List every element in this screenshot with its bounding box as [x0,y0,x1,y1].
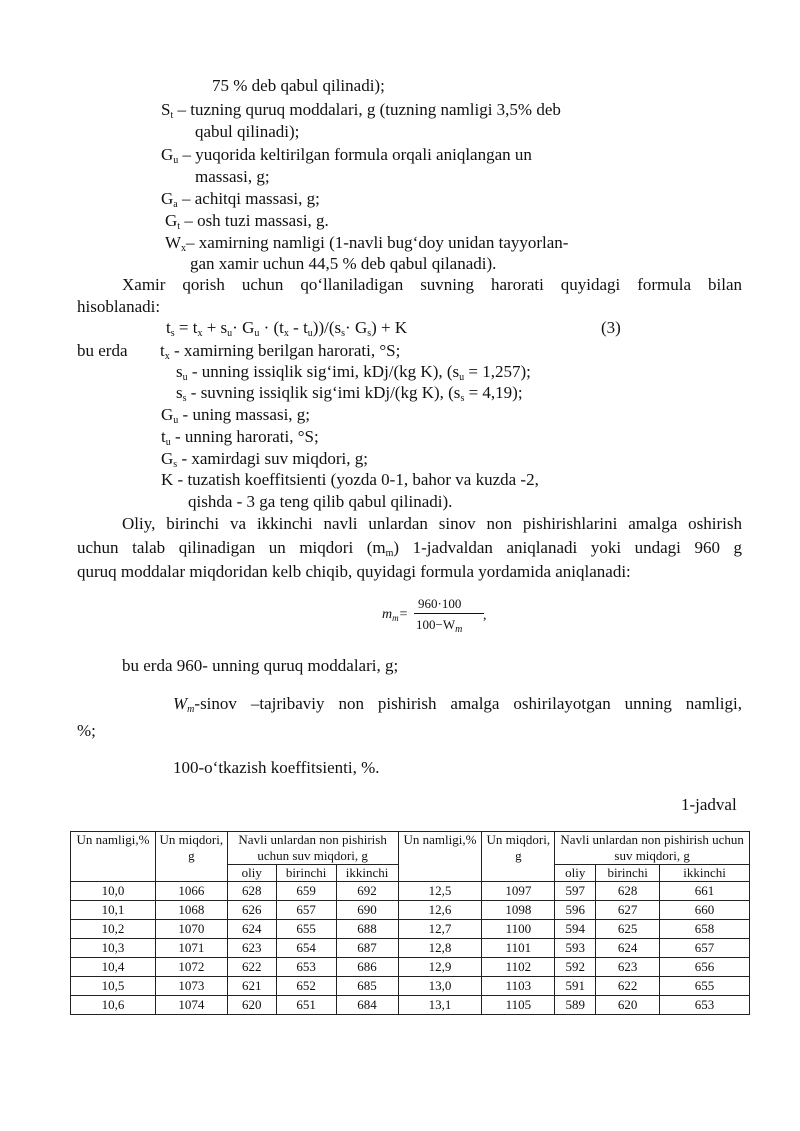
header-ikkinchi: ikkinchi [660,865,750,882]
table-cell: 652 [276,977,336,996]
table-cell: 623 [596,958,660,977]
header-oliy: oliy [555,865,596,882]
header-navli-right: Navli unlardan non pishirish uchun suv miqdori, g [555,832,750,865]
flour-amount-formula [382,596,502,640]
table-cell: 686 [336,958,398,977]
table-cell: 1071 [155,939,227,958]
definition-st: $S_t$ – tuzning quruq moddalari, g (tuzning namligi 3,5% deb [161,100,561,121]
table-cell: 657 [660,939,750,958]
table-cell: 10,6 [71,996,156,1015]
paragraph-line: Xamir qorish uchun qo‘llaniladigan suvning harorati quyidagi formula bilan [122,275,742,294]
table-cell: 685 [336,977,398,996]
header-ikkinchi: ikkinchi [336,865,398,882]
table-cell: 589 [555,996,596,1015]
table-cell: 13,0 [398,977,482,996]
fraction-bar [414,613,484,614]
formula-numerator: 960·100 [418,596,462,611]
table-cell: 621 [227,977,276,996]
table-cell: 688 [336,920,398,939]
table-cell: 653 [660,996,750,1015]
table-cell: 1072 [155,958,227,977]
table-cell: 12,5 [398,882,482,901]
paragraph-line: hisoblanadi: [77,297,161,316]
table-row [71,882,750,901]
table-cell: 1102 [482,958,555,977]
header-un-miqdori-right: Un miqdori, g [482,832,555,882]
definition-ga: $G_a$ – achitqi massasi, g; [161,189,320,210]
formula-number: (3) [601,318,621,337]
table-cell: 12,6 [398,901,482,920]
table-cell: 625 [596,920,660,939]
table-row [71,958,750,977]
table-cell: 12,9 [398,958,482,977]
table-cell: 654 [276,939,336,958]
table-cell: 687 [336,939,398,958]
paragraph-line: $W_m$-sinov –tajribaviy non pishirish amalga oshirilayotgan unning namligi, [173,694,742,715]
table-cell: 1066 [155,882,227,901]
table-cell: 1098 [482,901,555,920]
paragraph-line: quruq moddalar miqdoridan kelb chiqib, quyidagi formula yordamida aniqlanadi: [77,562,631,581]
table-cell: 655 [276,920,336,939]
table-cell: 597 [555,882,596,901]
table-row [71,939,750,958]
definition-gu2: $G_u$ - uning massasi, g; [161,405,311,426]
table-row [71,920,750,939]
table-row [71,996,750,1015]
table-cell: 1101 [482,939,555,958]
definition-ss: $s_s$ - suvning issiqlik sig‘imi kDj/(kg K), $(s_s = 4,19)$; [176,383,523,404]
table-cell: 684 [336,996,398,1015]
table-cell: 628 [227,882,276,901]
table-cell: 656 [660,958,750,977]
definition-wx: $W_x-$ xamirning namligi (1-navli bug‘doy unidan tayyorlan- [165,233,569,254]
table-cell: 10,1 [71,901,156,920]
table-cell: 10,0 [71,882,156,901]
formula-3: $t_s = t_x + s_u\cdot G_u \cdot (t_x - t_u))/(s_s\cdot G_s) + K$ [166,318,408,339]
definition-gt: $G_t$ – osh tuzi massasi, g. [165,211,329,232]
table-cell: 10,3 [71,939,156,958]
table-cell: 660 [660,901,750,920]
header-birinchi: birinchi [276,865,336,882]
table-cell: 658 [660,920,750,939]
header-birinchi: birinchi [596,865,660,882]
table-cell: 10,5 [71,977,156,996]
table-cell: 594 [555,920,596,939]
table-cell: 626 [227,901,276,920]
table-cell: 620 [227,996,276,1015]
table-cell: 623 [227,939,276,958]
table-cell: 10,4 [71,958,156,977]
paragraph-line: bu erda 960- unning quruq moddalari, g; [122,656,399,675]
table-cell: 624 [596,939,660,958]
table-cell: 622 [596,977,660,996]
table-cell: 1074 [155,996,227,1015]
table-cell: 655 [660,977,750,996]
table-cell: 651 [276,996,336,1015]
definition-su: $s_u$ - unning issiqlik sig‘imi, kDj/(kg K), $(s_u = 1,257)$; [176,362,531,383]
paragraph-line: 100-o‘tkazish koeffitsienti, %. [173,758,380,777]
text-line: qabul qilinadi); [195,122,300,141]
table-cell: 591 [555,977,596,996]
table-cell: 627 [596,901,660,920]
text-line: massasi, g; [195,167,270,186]
table-cell: 628 [596,882,660,901]
table-row [71,901,750,920]
formula-lhs: $m_m=$ [382,607,409,623]
table-cell: 592 [555,958,596,977]
table-cell: 620 [596,996,660,1015]
water-amount-table [70,831,750,1015]
formula-denominator: $100-W_m$ [416,617,463,635]
table-cell: 1070 [155,920,227,939]
table-cell: 624 [227,920,276,939]
table-cell: 622 [227,958,276,977]
paragraph-line: %; [77,721,96,740]
table-cell: 657 [276,901,336,920]
table-cell: 596 [555,901,596,920]
header-oliy: oliy [227,865,276,882]
text-line: qishda - 3 ga teng qilib qabul qilinadi). [188,492,453,511]
table-cell: 13,1 [398,996,482,1015]
table-cell: 1105 [482,996,555,1015]
table-cell: 1103 [482,977,555,996]
bu-erda-label: bu erda [77,341,128,360]
table-cell: 593 [555,939,596,958]
table-cell: 1073 [155,977,227,996]
table-cell: 659 [276,882,336,901]
formula-comma: , [483,608,487,623]
table-cell: 661 [660,882,750,901]
table-cell: 692 [336,882,398,901]
table-cell: 10,2 [71,920,156,939]
header-un-namligi: Un namligi,% [71,832,156,882]
table-caption: 1-jadval [681,795,737,814]
paragraph-line: Oliy, birinchi va ikkinchi navli unlardan sinov non pishirishlarini amalga oshirish [122,514,742,533]
text-line: gan xamir uchun 44,5 % deb qabul qilanadi). [190,254,497,273]
table-cell: 653 [276,958,336,977]
paragraph-line: uchun talab qilinadigan un miqdori $(m_m)$ 1-jadvaldan aniqlanadi yoki undagi 960 g [77,538,743,559]
header-navli-left: Navli unlardan non pishirish uchun suv miqdori, g [227,832,398,865]
table-cell: 12,8 [398,939,482,958]
definition-gs: $G_s$ - xamirdagi suv miqdori, g; [161,449,368,470]
definition-k: K - tuzatish koeffitsienti (yozda 0-1, bahor va kuzda -2, [161,470,539,489]
table-cell: 1097 [482,882,555,901]
header-un-miqdori: Un miqdori, g [155,832,227,882]
definition-gu: $G_u$ – yuqorida keltirilgan formula orqali aniqlangan un [161,145,532,166]
table-cell: 12,7 [398,920,482,939]
table-cell: 690 [336,901,398,920]
table-cell: 1100 [482,920,555,939]
definition-tu: $t_u$ - unning harorati, °S; [161,427,319,448]
definition-tx: $t_x$ - xamirning berilgan harorati, °S; [160,341,401,362]
table-cell: 1068 [155,901,227,920]
header-un-namligi-right: Un namligi,% [398,832,482,882]
text-line: 75 % deb qabul qilinadi); [212,76,385,95]
table-row [71,977,750,996]
